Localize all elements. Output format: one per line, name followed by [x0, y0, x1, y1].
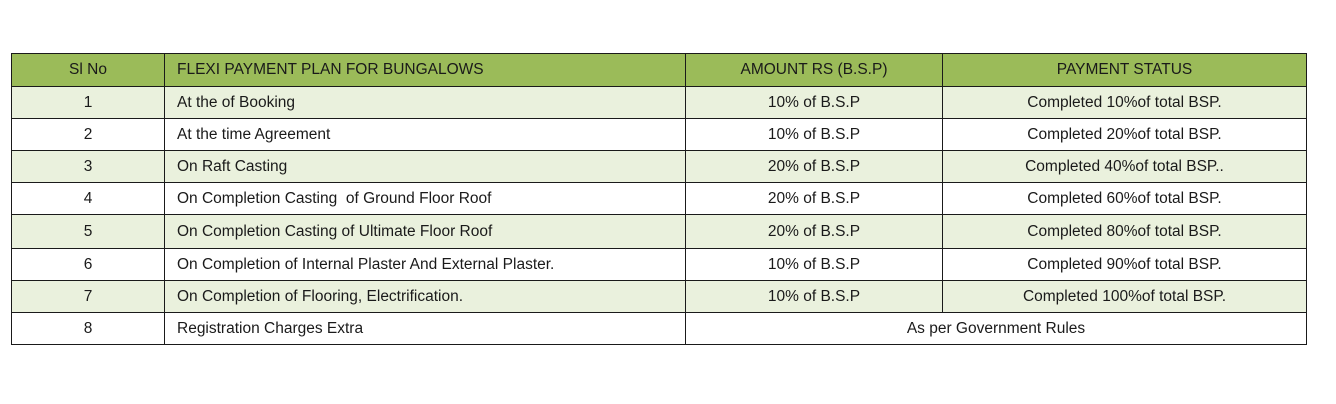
table-row [12, 183, 1307, 215]
amount-cell: 10% of B.S.P [686, 249, 943, 281]
stage-cell: On Raft Casting [165, 151, 686, 183]
status-cell: Completed 40%of total BSP.. [943, 151, 1307, 183]
table-header [12, 54, 1307, 87]
status-cell: Completed 90%of total BSP. [943, 249, 1307, 281]
amount-cell: 10% of B.S.P [686, 119, 943, 151]
sl-no-cell: 2 [12, 119, 165, 151]
status-cell: Completed 20%of total BSP. [943, 119, 1307, 151]
header-payment-status: PAYMENT STATUS [943, 54, 1307, 87]
table-row [12, 313, 1307, 345]
table-row [12, 249, 1307, 281]
status-cell: Completed 10%of total BSP. [943, 87, 1307, 119]
header-row [12, 54, 1307, 87]
sl-no-cell: 8 [12, 313, 165, 345]
status-cell: Completed 80%of total BSP. [943, 215, 1307, 249]
amount-cell: 10% of B.S.P [686, 281, 943, 313]
sl-no-cell: 3 [12, 151, 165, 183]
amount-cell: 20% of B.S.P [686, 215, 943, 249]
sl-no-cell: 7 [12, 281, 165, 313]
table-row [12, 151, 1307, 183]
amount-cell: 20% of B.S.P [686, 183, 943, 215]
stage-cell: On Completion Casting of Ground Floor Roof [165, 183, 686, 215]
stage-cell: At the time Agreement [165, 119, 686, 151]
stage-cell: On Completion of Flooring, Electrification. [165, 281, 686, 313]
header-sl-no: Sl No [12, 54, 165, 87]
stage-cell: Registration Charges Extra [165, 313, 686, 345]
stage-cell: At the of Booking [165, 87, 686, 119]
payment-plan-table [11, 53, 1307, 345]
government-rules-cell: As per Government Rules [686, 313, 1307, 345]
table-body [12, 87, 1307, 345]
status-cell: Completed 60%of total BSP. [943, 183, 1307, 215]
table-row [12, 87, 1307, 119]
sl-no-cell: 4 [12, 183, 165, 215]
table-row [12, 281, 1307, 313]
stage-cell: On Completion of Internal Plaster And External Plaster. [165, 249, 686, 281]
table-row [12, 119, 1307, 151]
table-row [12, 215, 1307, 249]
sl-no-cell: 1 [12, 87, 165, 119]
amount-cell: 10% of B.S.P [686, 87, 943, 119]
amount-cell: 20% of B.S.P [686, 151, 943, 183]
stage-cell: On Completion Casting of Ultimate Floor Roof [165, 215, 686, 249]
status-cell: Completed 100%of total BSP. [943, 281, 1307, 313]
header-amount: AMOUNT RS (B.S.P) [686, 54, 943, 87]
sl-no-cell: 5 [12, 215, 165, 249]
header-payment-plan: FLEXI PAYMENT PLAN FOR BUNGALOWS [165, 54, 686, 87]
sl-no-cell: 6 [12, 249, 165, 281]
